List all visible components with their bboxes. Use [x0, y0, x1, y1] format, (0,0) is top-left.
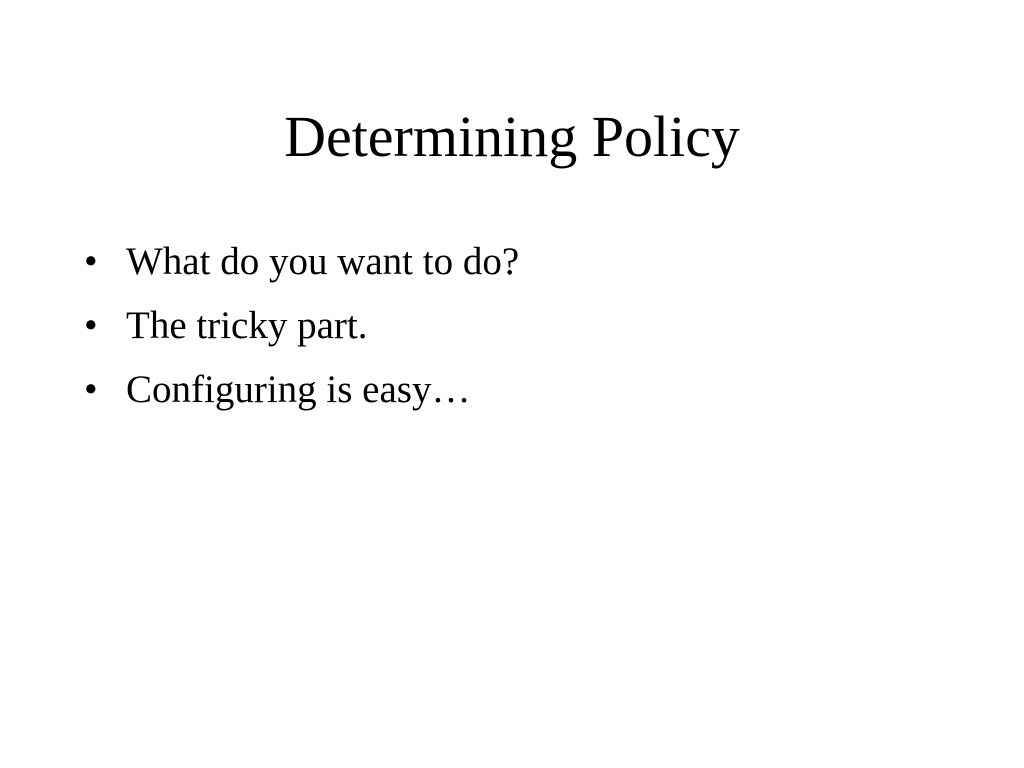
bullet-marker: • [84, 368, 98, 411]
bullet-item [84, 358, 519, 422]
bullet-item [84, 230, 519, 294]
bullet-marker: • [84, 304, 98, 347]
bullet-text: Configuring is easy… [126, 368, 471, 411]
bullet-text: The tricky part. [126, 304, 368, 347]
bullet-marker: • [84, 240, 98, 283]
bullet-list [84, 230, 519, 422]
bullet-text: What do you want to do? [126, 240, 520, 283]
bullet-item [84, 294, 519, 358]
slide-title: Determining Policy [284, 104, 740, 169]
